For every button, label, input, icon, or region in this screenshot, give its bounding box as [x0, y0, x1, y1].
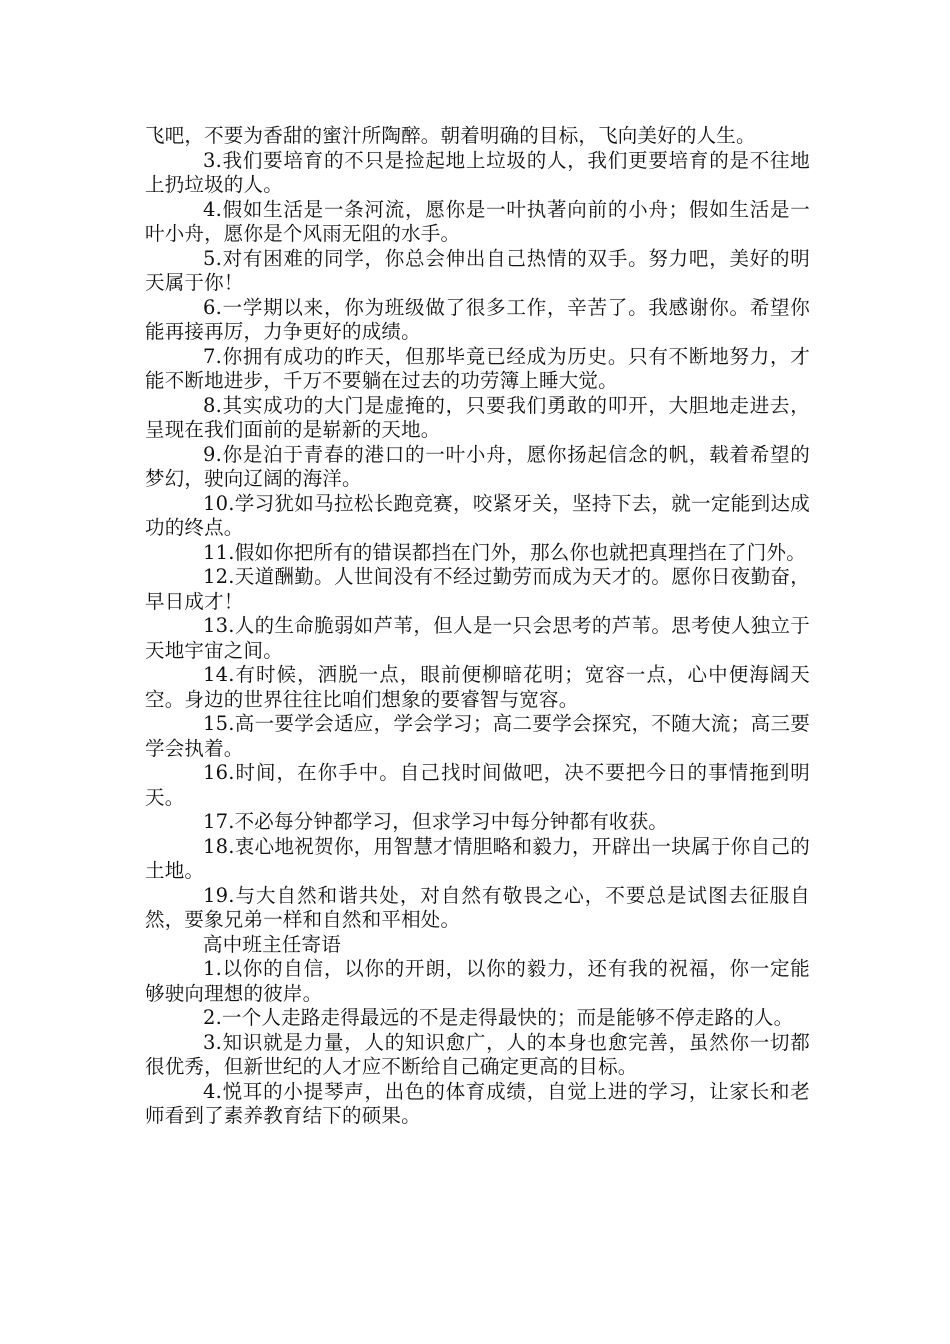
paragraph-item-15: 15.高一要学会适应，学会学习；高二要学会探究，不随大流；高三要学会执着。 [145, 712, 810, 760]
paragraph-item-7: 7.你拥有成功的昨天，但那毕竟已经成为历史。只有不断地努力，才能不断地进步，千万不要躺在过去的功劳簿上睡大觉。 [145, 344, 810, 392]
paragraph-item-8: 8.其实成功的大门是虚掩的，只要我们勇敢的叩开，大胆地走进去，呈现在我们面前的是崭新的天地。 [145, 393, 810, 441]
paragraph-item-10: 10.学习犹如马拉松长跑竞赛，咬紧牙关，坚持下去，就一定能到达成功的终点。 [145, 491, 810, 539]
section-heading: 高中班主任寄语 [203, 932, 341, 956]
document-body [145, 124, 810, 1129]
paragraph-item-6: 6.一学期以来，你为班级做了很多工作，辛苦了。我感谢你。希望你能再接再厉，力争更好的成绩。 [145, 295, 810, 343]
paragraph-item-14: 14.有时候，洒脱一点，眼前便柳暗花明；宽容一点，心中便海阔天空。身边的世界往往比咱们想象的要睿智与宽容。 [145, 663, 810, 711]
paragraph-item-4b: 4.悦耳的小提琴声，出色的体育成绩，自觉上进的学习，让家长和老师看到了素养教育结下的硕果。 [145, 1079, 810, 1127]
paragraph-item-18: 18.衷心地祝贺你，用智慧才情胆略和毅力，开辟出一块属于你自己的土地。 [145, 834, 810, 882]
paragraph-item-17: 17.不必每分钟都学习，但求学习中每分钟都有收获。 [203, 810, 669, 833]
paragraph-item-13: 13.人的生命脆弱如芦苇，但人是一只会思考的芦苇。思考使人独立于天地宇宙之间。 [145, 614, 810, 662]
paragraph-item-5: 5.对有困难的同学，你总会伸出自己热情的双手。努力吧，美好的明天属于你！ [145, 246, 810, 294]
paragraph-item-19: 19.与大自然和谐共处，对自然有敬畏之心，不要总是试图去征服自然，要象兄弟一样和自然和平相处。 [145, 883, 810, 931]
paragraph-item-12: 12.天道酬勤。人世间没有不经过勤劳而成为天才的。愿你日夜勤奋，早日成才！ [145, 565, 810, 613]
paragraph-item-16: 16.时间，在你手中。自己找时间做吧，决不要把今日的事情拖到明天。 [145, 761, 810, 809]
paragraph-item-9: 9.你是泊于青春的港口的一叶小舟，愿你扬起信念的帆，载着希望的梦幻，驶向辽阔的海洋。 [145, 442, 810, 490]
paragraph-item-1: 1.以你的自信，以你的开朗，以你的毅力，还有我的祝福，你一定能够驶向理想的彼岸。 [145, 957, 810, 1005]
paragraph-item-3b: 3.知识就是力量，人的知识愈广，人的本身也愈完善，虽然你一切都很优秀，但新世纪的人才应不断给自己确定更高的目标。 [145, 1030, 810, 1078]
paragraph-item-4: 4.假如生活是一条河流，愿你是一叶执著向前的小舟；假如生活是一叶小舟，愿你是个风雨无阻的水手。 [145, 197, 810, 245]
paragraph-item-2: 2.一个人走路走得最远的不是走得最快的；而是能够不停走路的人。 [203, 1006, 794, 1029]
paragraph-continuation: 飞吧，不要为香甜的蜜汁所陶醉。朝着明确的目标，飞向美好的人生。 [145, 124, 756, 147]
paragraph-item-11: 11.假如你把所有的错误都挡在门外，那么你也就把真理挡在了门外。 [203, 540, 806, 564]
paragraph-item-3: 3.我们要培育的不只是捡起地上垃圾的人，我们更要培育的是不往地上扔垃圾的人。 [145, 148, 810, 196]
